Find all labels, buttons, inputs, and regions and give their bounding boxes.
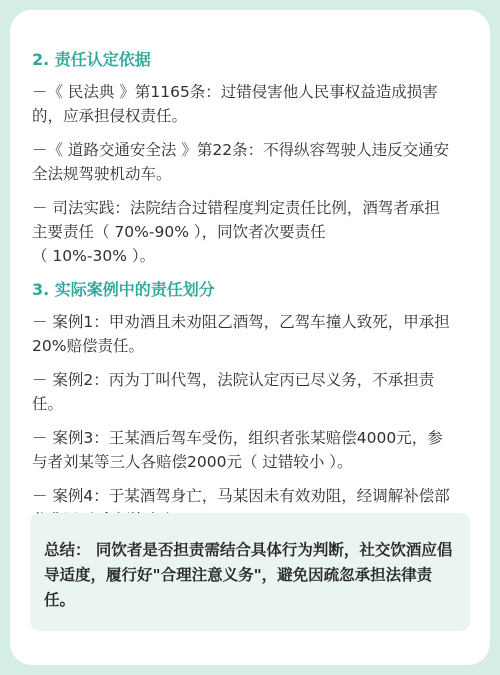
list-item: －《 民法典 》第1165条：过错侵害他人民事权益造成损害 的，应承担侵权责任。	[32, 83, 438, 125]
summary-box	[30, 513, 470, 631]
list-item: － 案例2：丙为丁叫代驾，法院认定丙已尽义务，不承担责 任。	[32, 371, 435, 413]
list-item: －《 道路交通安全法 》第22条：不得纵容驾驶人违反交通安 全法规驾驶机动车。	[32, 141, 450, 183]
main-content	[32, 48, 472, 532]
section-title-liability-basis: 2. 责任认定依据	[32, 50, 151, 69]
list-item: － 案例3：王某酒后驾车受伤，组织者张某赔偿4000元，参 与者刘某等三人各赔偿2000元（ 过错较小 ）。	[32, 429, 443, 471]
list-item: － 案例1：甲劝酒且未劝阻乙酒驾，乙驾车撞人致死，甲承担 20%赔偿责任。	[32, 313, 450, 355]
list-item: － 司法实践：法院结合过错程度判定责任比例，酒驾者承担 主要责任（ 70%-90% ），同饮者次要责任 （ 10%-30% ）。	[32, 199, 440, 265]
list-item: － 案例4：于某酒驾身亡，马某因未有效劝阻，经调解补偿部	[32, 487, 450, 505]
section-title-case-liability: 3. 实际案例中的责任划分	[32, 280, 215, 299]
summary-text: 总结： 同饮者是否担责需结合具体行为判断，社交饮酒应倡 导适度，履行好"合理注意义务"，避免因疏忽承担法律责 任。	[44, 541, 453, 609]
